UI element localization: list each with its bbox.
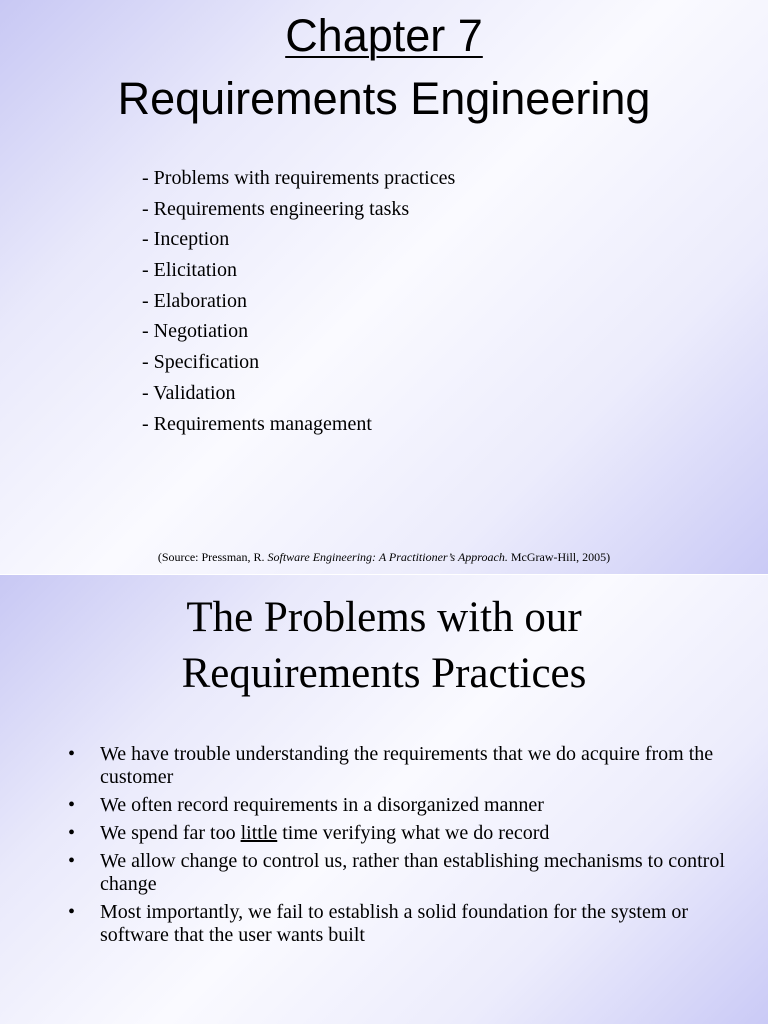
bullet-icon: • <box>68 794 76 816</box>
topic-item: - Inception <box>142 228 230 251</box>
problem-list <box>68 743 728 952</box>
source-suffix: McGraw-Hill, 2005) <box>507 550 611 564</box>
problem-text-after: time verifying what we do record <box>277 822 550 844</box>
chapter-heading: Chapter 7 <box>285 10 483 61</box>
topic-list <box>142 163 455 439</box>
slide-2-title-line-2: Requirements Practices <box>181 650 587 697</box>
problem-text: We often record requirements in a disorganized manner <box>100 794 544 816</box>
slide-2-title <box>0 590 768 702</box>
topic-item: - Requirements engineering tasks <box>142 197 410 220</box>
topic-item: - Validation <box>142 381 236 404</box>
problem-text-before: We spend far too <box>100 822 241 844</box>
problem-item <box>68 822 728 845</box>
problem-item <box>68 850 728 896</box>
problem-text-emphasis: little <box>240 822 278 844</box>
slide-2 <box>0 575 768 1024</box>
bullet-icon: • <box>68 850 76 872</box>
topic-item: - Elaboration <box>142 289 247 312</box>
bullet-icon: • <box>68 901 76 923</box>
topic-item: - Requirements management <box>142 412 372 435</box>
source-citation <box>0 550 768 565</box>
topic-item: - Specification <box>142 351 260 374</box>
source-prefix: (Source: Pressman, R. <box>157 550 268 564</box>
topic-item: - Negotiation <box>142 320 249 343</box>
problem-item <box>68 794 728 817</box>
topic-item: - Problems with requirements practices <box>142 167 456 189</box>
slide-1-title: Requirements Engineering <box>117 73 651 124</box>
problem-item <box>68 901 728 947</box>
problem-text: We allow change to control us, rather than establishing mechanisms to control change <box>100 850 725 895</box>
bullet-icon: • <box>68 743 76 765</box>
problem-item <box>68 743 728 789</box>
problem-text: Most importantly, we fail to establish a solid foundation for the system or software that the user wants built <box>100 901 689 946</box>
source-book-title: Software Engineering: A Practitioner’s Approach. <box>267 550 508 564</box>
problem-text: We have trouble understanding the requirements that we do acquire from the customer <box>100 743 714 788</box>
slide-2-title-line-1: The Problems with our <box>186 594 582 641</box>
topic-item: - Elicitation <box>142 259 237 282</box>
bullet-icon: • <box>68 822 76 844</box>
